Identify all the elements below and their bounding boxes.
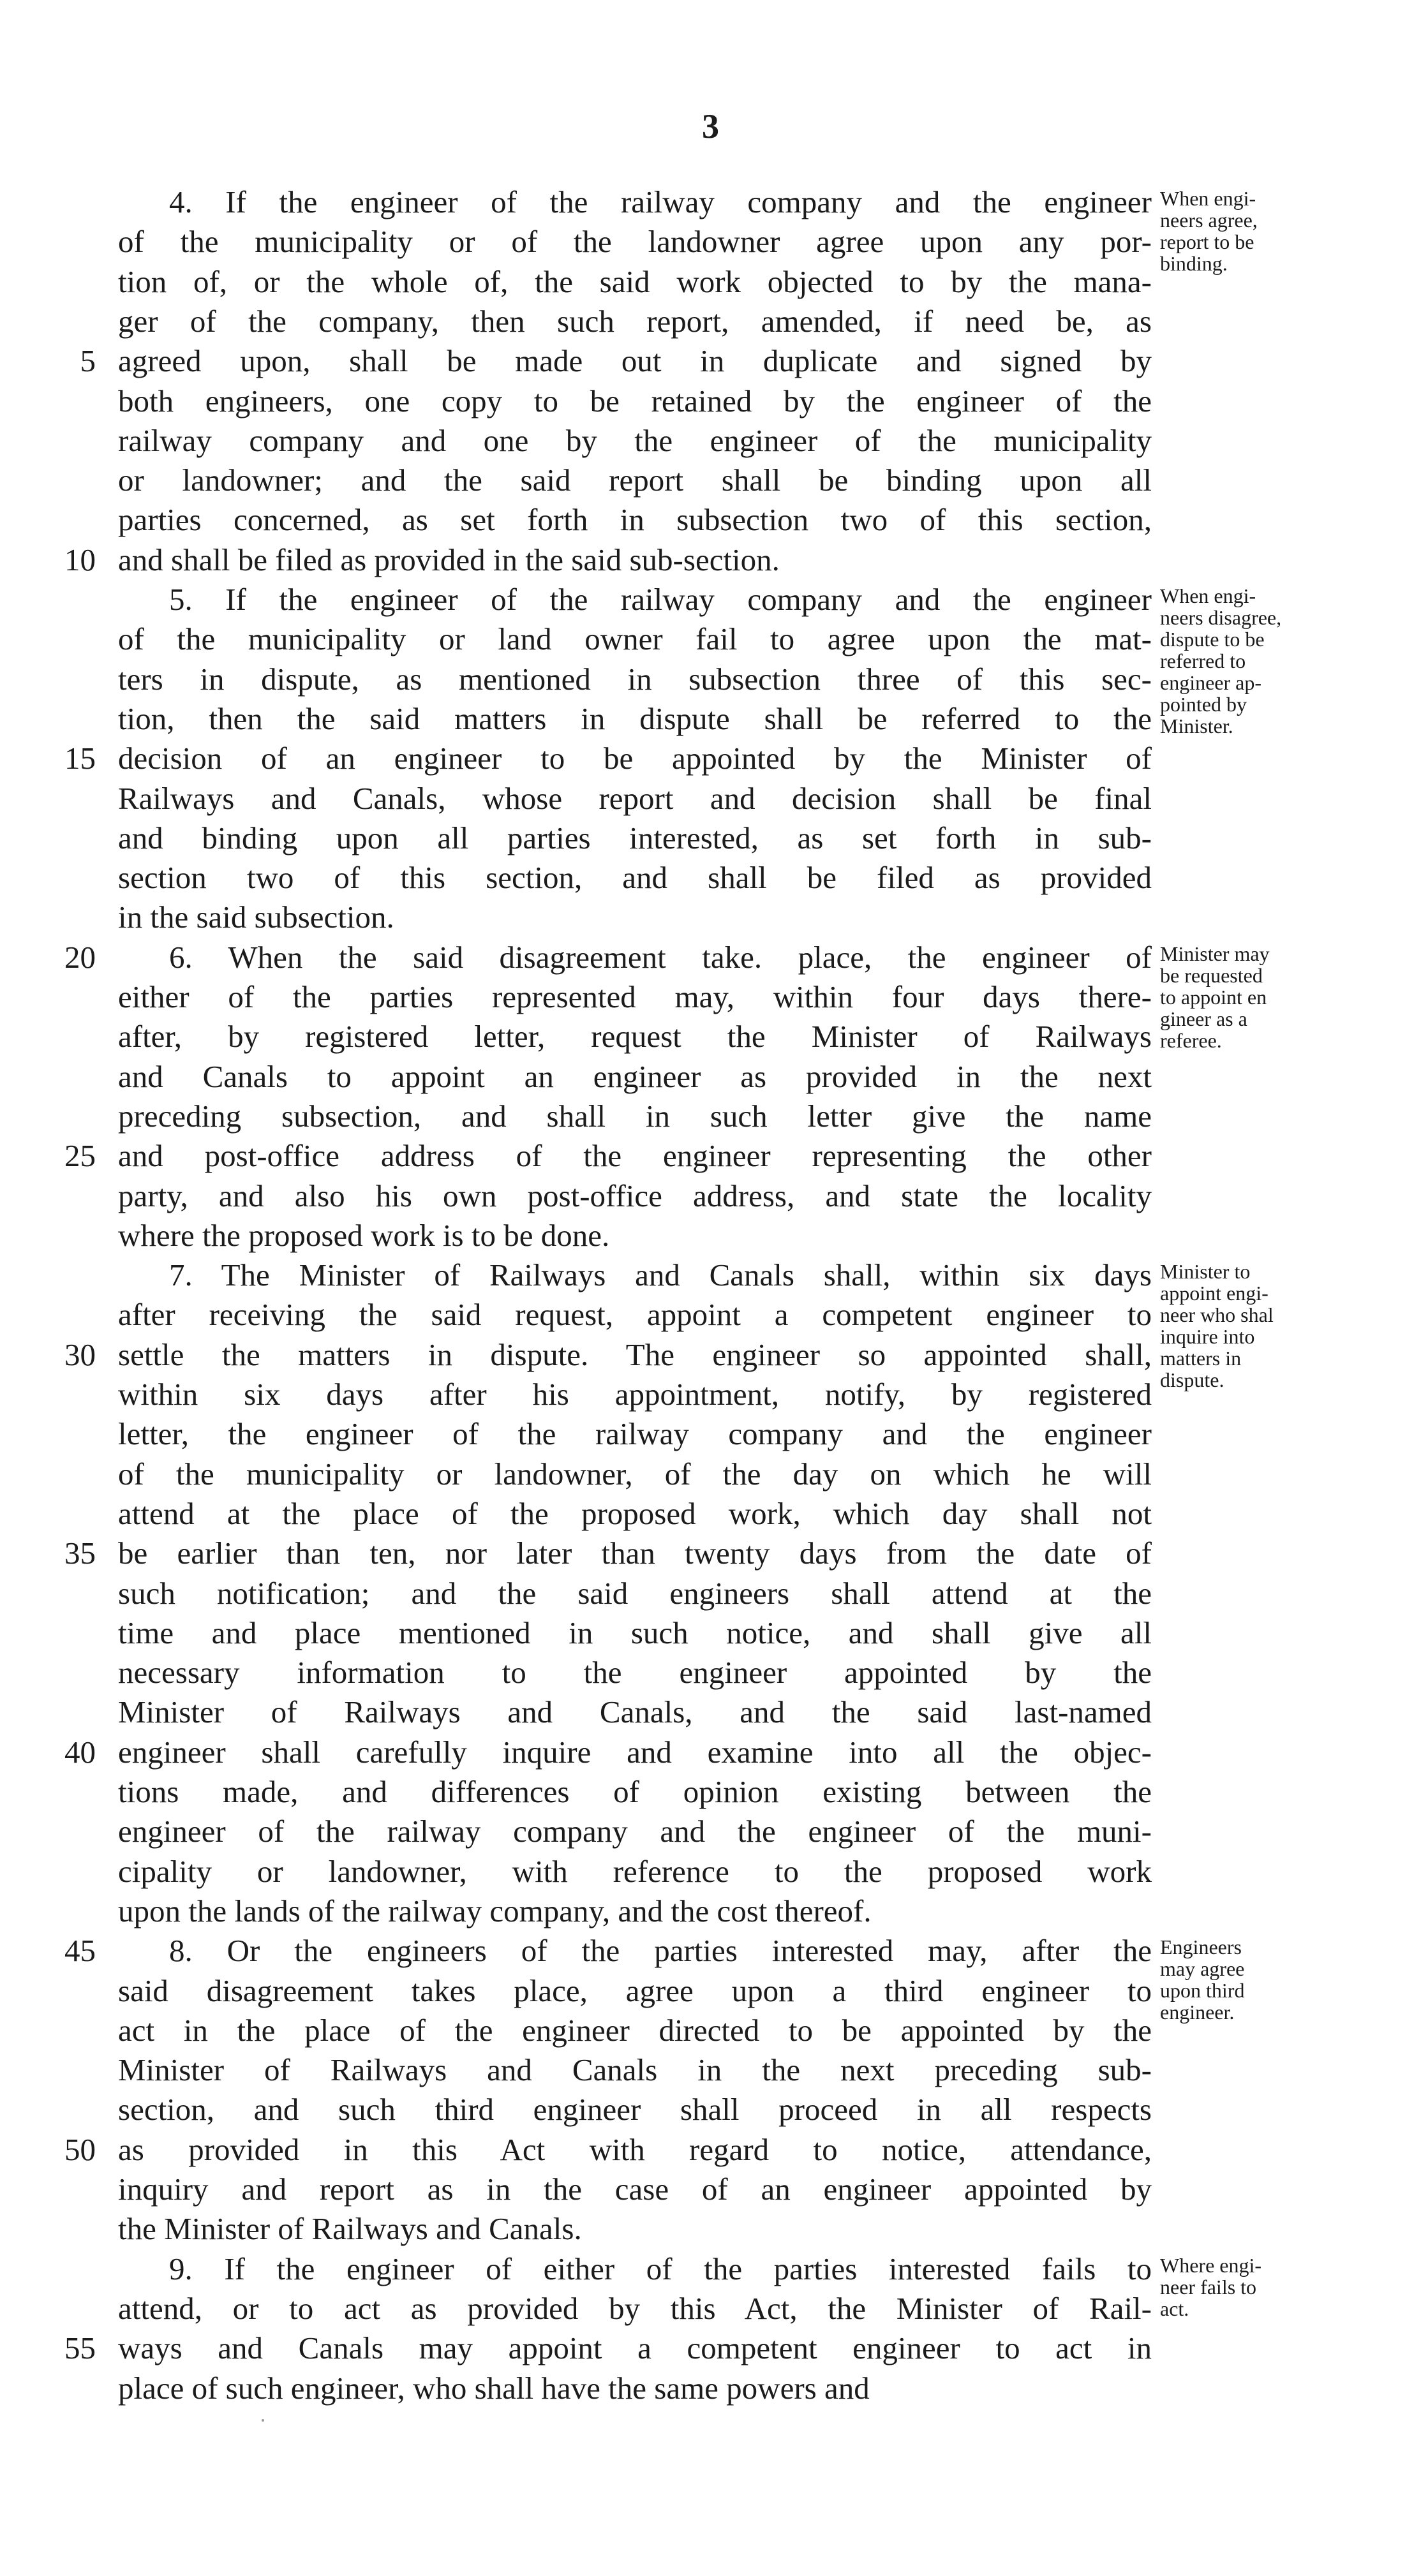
text-line: engineer of the railway company and the engineer of the muni- xyxy=(118,1814,1152,1849)
margin-note xyxy=(1160,2254,1351,2320)
text-line: engineer shall carefully inquire and examine into all the objec- xyxy=(118,1735,1152,1770)
margin-note-line: matters in xyxy=(1160,1347,1242,1370)
text-line: ger of the company, then such report, amended, if need be, as xyxy=(118,304,1152,339)
margin-note xyxy=(1160,188,1351,274)
margin-note-line: When engi- xyxy=(1160,584,1256,607)
margin-note-line: Minister may xyxy=(1160,942,1270,965)
margin-note xyxy=(1160,1261,1351,1391)
text-line: 7. The Minister of Railways and Canals shall, within six days xyxy=(169,1257,1152,1292)
text-line: place of such engineer, who shall have the same powers and xyxy=(118,2371,870,2406)
margin-note-line: dispute. xyxy=(1160,1368,1224,1391)
margin-note-line: Minister. xyxy=(1160,714,1233,737)
text-line: of the municipality or landowner, of the day on which he will xyxy=(118,1456,1152,1492)
page-number: 3 xyxy=(702,107,719,145)
margin-note-line: Minister to xyxy=(1160,1260,1251,1283)
text-line: 6. When the said disagreement take. place, the engineer of xyxy=(169,940,1152,975)
text-line: after receiving the said request, appoint a competent engineer to xyxy=(118,1297,1152,1332)
margin-note-line: gineer as a xyxy=(1160,1007,1247,1030)
text-line: in the said subsection. xyxy=(118,899,394,935)
text-line: party, and also his own post-office address, and state the locality xyxy=(118,1178,1152,1213)
margin-note-line: referred to xyxy=(1160,649,1246,672)
text-line: after, by registered letter, request the Minister of Railways xyxy=(118,1019,1152,1054)
line-number: 25 xyxy=(64,1138,96,1173)
text-line: attend, or to act as provided by this Act, the Minister of Rail- xyxy=(118,2291,1152,2326)
margin-note-line: inquire into xyxy=(1160,1325,1255,1348)
margin-note-line: appoint engi- xyxy=(1160,1282,1268,1305)
margin-note-line: engineer ap- xyxy=(1160,671,1262,694)
text-line: ways and Canals may appoint a competent engineer to act in xyxy=(118,2330,1152,2365)
text-line: or landowner; and the said report shall be binding upon all xyxy=(118,463,1152,498)
text-line: attend at the place of the proposed work, which day shall not xyxy=(118,1496,1152,1531)
text-line: of the municipality or land owner fail to agree upon the mat- xyxy=(118,621,1152,656)
margin-note-line: pointed by xyxy=(1160,693,1247,716)
text-line: of the municipality or of the landowner agree upon any por- xyxy=(118,224,1152,259)
margin-note xyxy=(1160,943,1351,1051)
text-line: 5. If the engineer of the railway company and the engineer xyxy=(169,582,1152,617)
text-line: and post-office address of the engineer representing the other xyxy=(118,1138,1152,1173)
line-number: 5 xyxy=(80,343,96,378)
text-line: time and place mentioned in such notice, and shall give all xyxy=(118,1615,1152,1650)
text-line: as provided in this Act with regard to notice, attendance, xyxy=(118,2132,1152,2167)
text-line: where the proposed work is to be done. xyxy=(118,1218,610,1253)
margin-note-line: referee. xyxy=(1160,1029,1222,1052)
margin-note-line: upon third xyxy=(1160,1979,1245,2002)
text-line: parties concerned, as set forth in subsection two of this section, xyxy=(118,502,1152,537)
margin-note xyxy=(1160,1936,1351,2023)
text-line: and Canals to appoint an engineer as provided in the next xyxy=(118,1059,1152,1094)
line-number: 40 xyxy=(64,1735,96,1770)
margin-note-line: may agree xyxy=(1160,1957,1245,1980)
text-line: tion, then the said matters in dispute shall be referred to the xyxy=(118,701,1152,736)
text-line: such notification; and the said engineers shall attend at the xyxy=(118,1576,1152,1611)
text-line: 8. Or the engineers of the parties interested may, after the xyxy=(169,1933,1152,1968)
margin-note-line: dispute to be xyxy=(1160,628,1265,651)
margin-note xyxy=(1160,585,1351,737)
margin-note-line: be requested xyxy=(1160,964,1263,987)
margin-note-line: neers disagree, xyxy=(1160,606,1282,629)
text-line: inquiry and report as in the case of an engineer appointed by xyxy=(118,2172,1152,2207)
text-line: section, and such third engineer shall proceed in all respects xyxy=(118,2092,1152,2127)
text-line: both engineers, one copy to be retained by the engineer of the xyxy=(118,383,1152,418)
text-line: agreed upon, shall be made out in duplicate and signed by xyxy=(118,343,1152,378)
text-line: the Minister of Railways and Canals. xyxy=(118,2211,582,2246)
text-line: tions made, and differences of opinion existing between the xyxy=(118,1774,1152,1809)
text-line: Minister of Railways and Canals in the next preceding sub- xyxy=(118,2052,1152,2087)
text-line: ters in dispute, as mentioned in subsection three of this sec- xyxy=(118,662,1152,697)
line-number: 50 xyxy=(64,2132,96,2167)
margin-note-line: act. xyxy=(1160,2297,1189,2320)
margin-note-line: to appoint en xyxy=(1160,986,1267,1009)
margin-note-line: neer fails to xyxy=(1160,2276,1257,2298)
margin-note-line: report to be xyxy=(1160,230,1254,253)
text-line: upon the lands of the railway company, and the cost thereof. xyxy=(118,1893,872,1928)
text-line: 4. If the engineer of the railway company and the engineer xyxy=(169,184,1152,219)
text-line: Railways and Canals, whose report and decision shall be final xyxy=(118,781,1152,816)
margin-note-line: neer who shal xyxy=(1160,1303,1274,1326)
text-line: preceding subsection, and shall in such letter give the name xyxy=(118,1099,1152,1134)
margin-note-line: When engi- xyxy=(1160,187,1256,210)
line-number: 10 xyxy=(64,542,96,577)
line-number: 55 xyxy=(64,2330,96,2365)
text-line: 9. If the engineer of either of the parties interested fails to xyxy=(169,2251,1152,2286)
text-line: said disagreement takes place, agree upon a third engineer to xyxy=(118,1973,1152,2008)
text-line: act in the place of the engineer directed to be appointed by the xyxy=(118,2013,1152,2048)
text-line: letter, the engineer of the railway company and the engineer xyxy=(118,1416,1152,1451)
line-number: 35 xyxy=(64,1536,96,1571)
line-number: 15 xyxy=(64,741,96,776)
text-line: within six days after his appointment, notify, by registered xyxy=(118,1377,1152,1412)
line-number: 45 xyxy=(64,1933,96,1968)
margin-note-line: Engineers xyxy=(1160,1936,1242,1958)
text-line: section two of this section, and shall be filed as provided xyxy=(118,860,1152,895)
margin-note-line: engineer. xyxy=(1160,2001,1235,2024)
text-line: settle the matters in dispute. The engineer so appointed shall, xyxy=(118,1337,1152,1372)
text-line: either of the parties represented may, within four days there- xyxy=(118,979,1152,1014)
text-line: railway company and one by the engineer of the municipality xyxy=(118,423,1152,458)
margin-note-line: Where engi- xyxy=(1160,2254,1262,2277)
text-line: cipality or landowner, with reference to the proposed work xyxy=(118,1854,1152,1889)
margin-note-line: neers agree, xyxy=(1160,209,1258,232)
margin-note-line: binding. xyxy=(1160,252,1228,275)
line-number: 30 xyxy=(64,1337,96,1372)
text-line: and shall be filed as provided in the said sub-section. xyxy=(118,542,780,577)
line-number: 20 xyxy=(64,940,96,975)
text-line: be earlier than ten, nor later than twenty days from the date of xyxy=(118,1536,1152,1571)
text-line: Minister of Railways and Canals, and the said last-named xyxy=(118,1694,1152,1729)
body-text xyxy=(0,182,1421,2454)
text-line: decision of an engineer to be appointed by the Minister of xyxy=(118,741,1152,776)
text-line: necessary information to the engineer appointed by the xyxy=(118,1655,1152,1690)
paper-speck xyxy=(262,2419,264,2422)
text-line: tion of, or the whole of, the said work objected to by the mana- xyxy=(118,264,1152,299)
text-line: and binding upon all parties interested, as set forth in sub- xyxy=(118,820,1152,855)
